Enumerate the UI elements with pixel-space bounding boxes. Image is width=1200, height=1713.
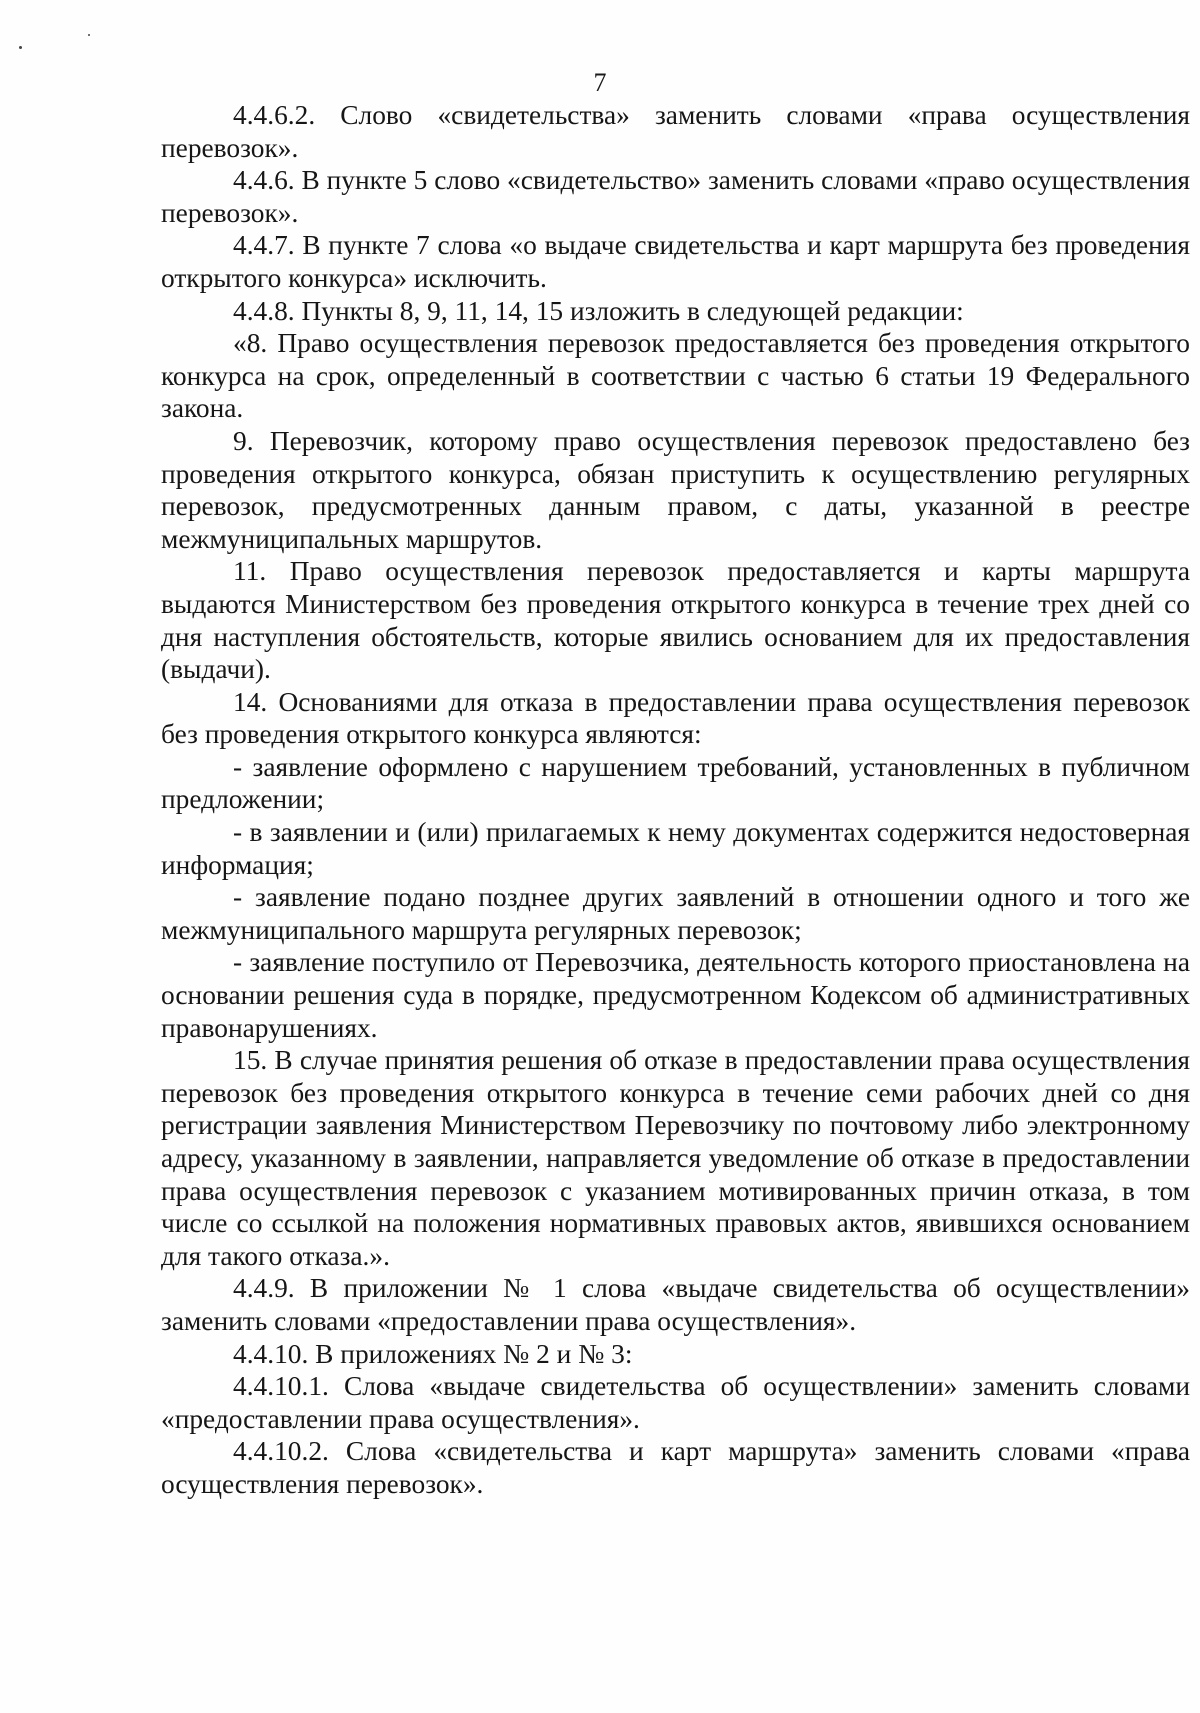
refusal-ground-1: - заявление оформлено с нарушением требований, установленных в публичном предложении; xyxy=(161,751,1190,815)
paragraph-item-8: «8. Право осуществления перевозок предоставляется без проведения открытого конкурса на срок, определенный в соответствии с частью 6 статьи 19 Федерального закона. xyxy=(161,328,1190,424)
document-body xyxy=(161,99,1190,1501)
scan-speck-mark xyxy=(19,46,22,49)
paragraph-4-4-10-1: 4.4.10.1. Слова «выдаче свидетельства об осуществлении» заменить словами «предоставлении права осуществления». xyxy=(161,1371,1190,1434)
paragraph-4-4-8: 4.4.8. Пункты 8, 9, 11, 14, 15 изложить в следующей редакции: xyxy=(233,295,964,326)
paragraph-item-9: 9. Перевозчик, которому право осуществления перевозок предоставлено без проведения открытого конкурса, обязан приступить к осуществлению регулярных перевозок, предусмотренных данным правом, с даты, указанной в реестре межмуниципальных маршрутов. xyxy=(161,425,1190,554)
paragraph-item-14: 14. Основаниями для отказа в предоставлении права осуществления перевозок без проведения открытого конкурса являются: xyxy=(161,686,1190,750)
page-number: 7 xyxy=(593,68,607,97)
paragraph-4-4-9: 4.4.9. В приложении № 1 слова «выдаче свидетельства об осуществлении» заменить словами «предоставлении права осуществления». xyxy=(161,1273,1190,1336)
scan-speck-mark xyxy=(88,34,90,36)
paragraph-item-15: 15. В случае принятия решения об отказе в предоставлении права осуществления перевозок без проведения открытого конкурса в течение семи рабочих дней со дня регистрации заявления Министерством Перевозчику по почтовому либо электронному адресу, указанному в заявлении, направляется уведомление об отказе в предоставлении права осуществления перевозок с указанием мотивированных причин отказа, в том числе со ссылкой на положения нормативных правовых актов, явившихся основанием для такого отказа.». xyxy=(161,1045,1190,1271)
paragraph-4-4-7: 4.4.7. В пункте 7 слова «о выдаче свидетельства и карт маршрута без проведения открытого конкурса» исключить. xyxy=(161,230,1190,293)
refusal-ground-2: - в заявлении и (или) прилагаемых к нему документах содержится недостоверная информация; xyxy=(161,817,1190,880)
paragraph-4-4-10: 4.4.10. В приложениях № 2 и № 3: xyxy=(233,1338,633,1369)
paragraph-4-4-6-2: 4.4.6.2. Слово «свидетельства» заменить словами «права осуществления перевозок». xyxy=(161,100,1190,163)
paragraph-4-4-6: 4.4.6. В пункте 5 слово «свидетельство» заменить словами «право осуществления перевозок». xyxy=(161,165,1190,228)
paragraph-4-4-10-2: 4.4.10.2. Слова «свидетельства и карт маршрута» заменить словами «права осуществления перевозок». xyxy=(161,1436,1190,1499)
refusal-ground-3: - заявление подано позднее других заявлений в отношении одного и того же межмуниципального маршрута регулярных перевозок; xyxy=(161,882,1190,945)
paragraph-item-11: 11. Право осуществления перевозок предоставляется и карты маршрута выдаются Министерством без проведения открытого конкурса в течение трех дней со дня наступления обстоятельств, которые явились основанием для их предоставления (выдачи). xyxy=(161,556,1190,685)
refusal-ground-4: - заявление поступило от Перевозчика, деятельность которого приостановлена на основании решения суда в порядке, предусмотренном Кодексом об административных правонарушениях. xyxy=(161,947,1190,1043)
